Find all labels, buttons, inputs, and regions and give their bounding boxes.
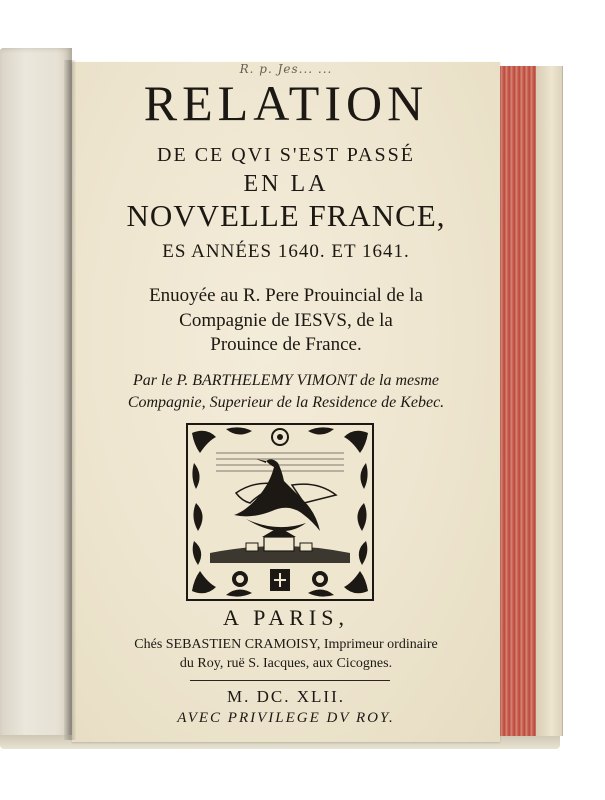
privilege-line: AVEC PRIVILEGE DV ROY. bbox=[177, 710, 395, 726]
title-line-5: ES ANNÉES 1640. ET 1641. bbox=[162, 241, 410, 262]
printer-line-1: Chés SEBASTIEN CRAMOISY, Imprimeur ordinaire bbox=[134, 637, 438, 652]
title-line-2: DE CE QVI S'EST PASSÉ bbox=[157, 144, 415, 166]
divider-rule bbox=[190, 680, 390, 681]
author-line-1: Par le P. BARTHELEMY VIMONT de la mesme bbox=[132, 372, 440, 389]
cover-edge bbox=[536, 66, 563, 736]
subtitle-line-2: Compagnie de IESVS, de la bbox=[179, 310, 393, 331]
subtitle-line-3: Prouince de France. bbox=[210, 334, 362, 355]
title-line-3: EN LA bbox=[243, 171, 329, 197]
author-line-2: Compagnie, Superieur de la Residence de Kebec. bbox=[127, 394, 445, 411]
publication-date: M. DC. XLII. bbox=[227, 687, 345, 706]
printer-line-2: du Roy, ruë S. Iacques, aux Cicognes. bbox=[179, 656, 393, 671]
woodcut-emblem bbox=[186, 423, 374, 601]
imprint-city: A PARIS, bbox=[222, 605, 349, 630]
flyleaf bbox=[0, 48, 72, 743]
handwritten-inscription: R. p. Jes... ... bbox=[239, 62, 333, 76]
title-line-4: NOVVELLE FRANCE, bbox=[126, 198, 446, 233]
title-relation: RELATION bbox=[143, 75, 429, 131]
subtitle-line-1: Enuoyée au R. Pere Prouincial de la bbox=[149, 285, 423, 306]
